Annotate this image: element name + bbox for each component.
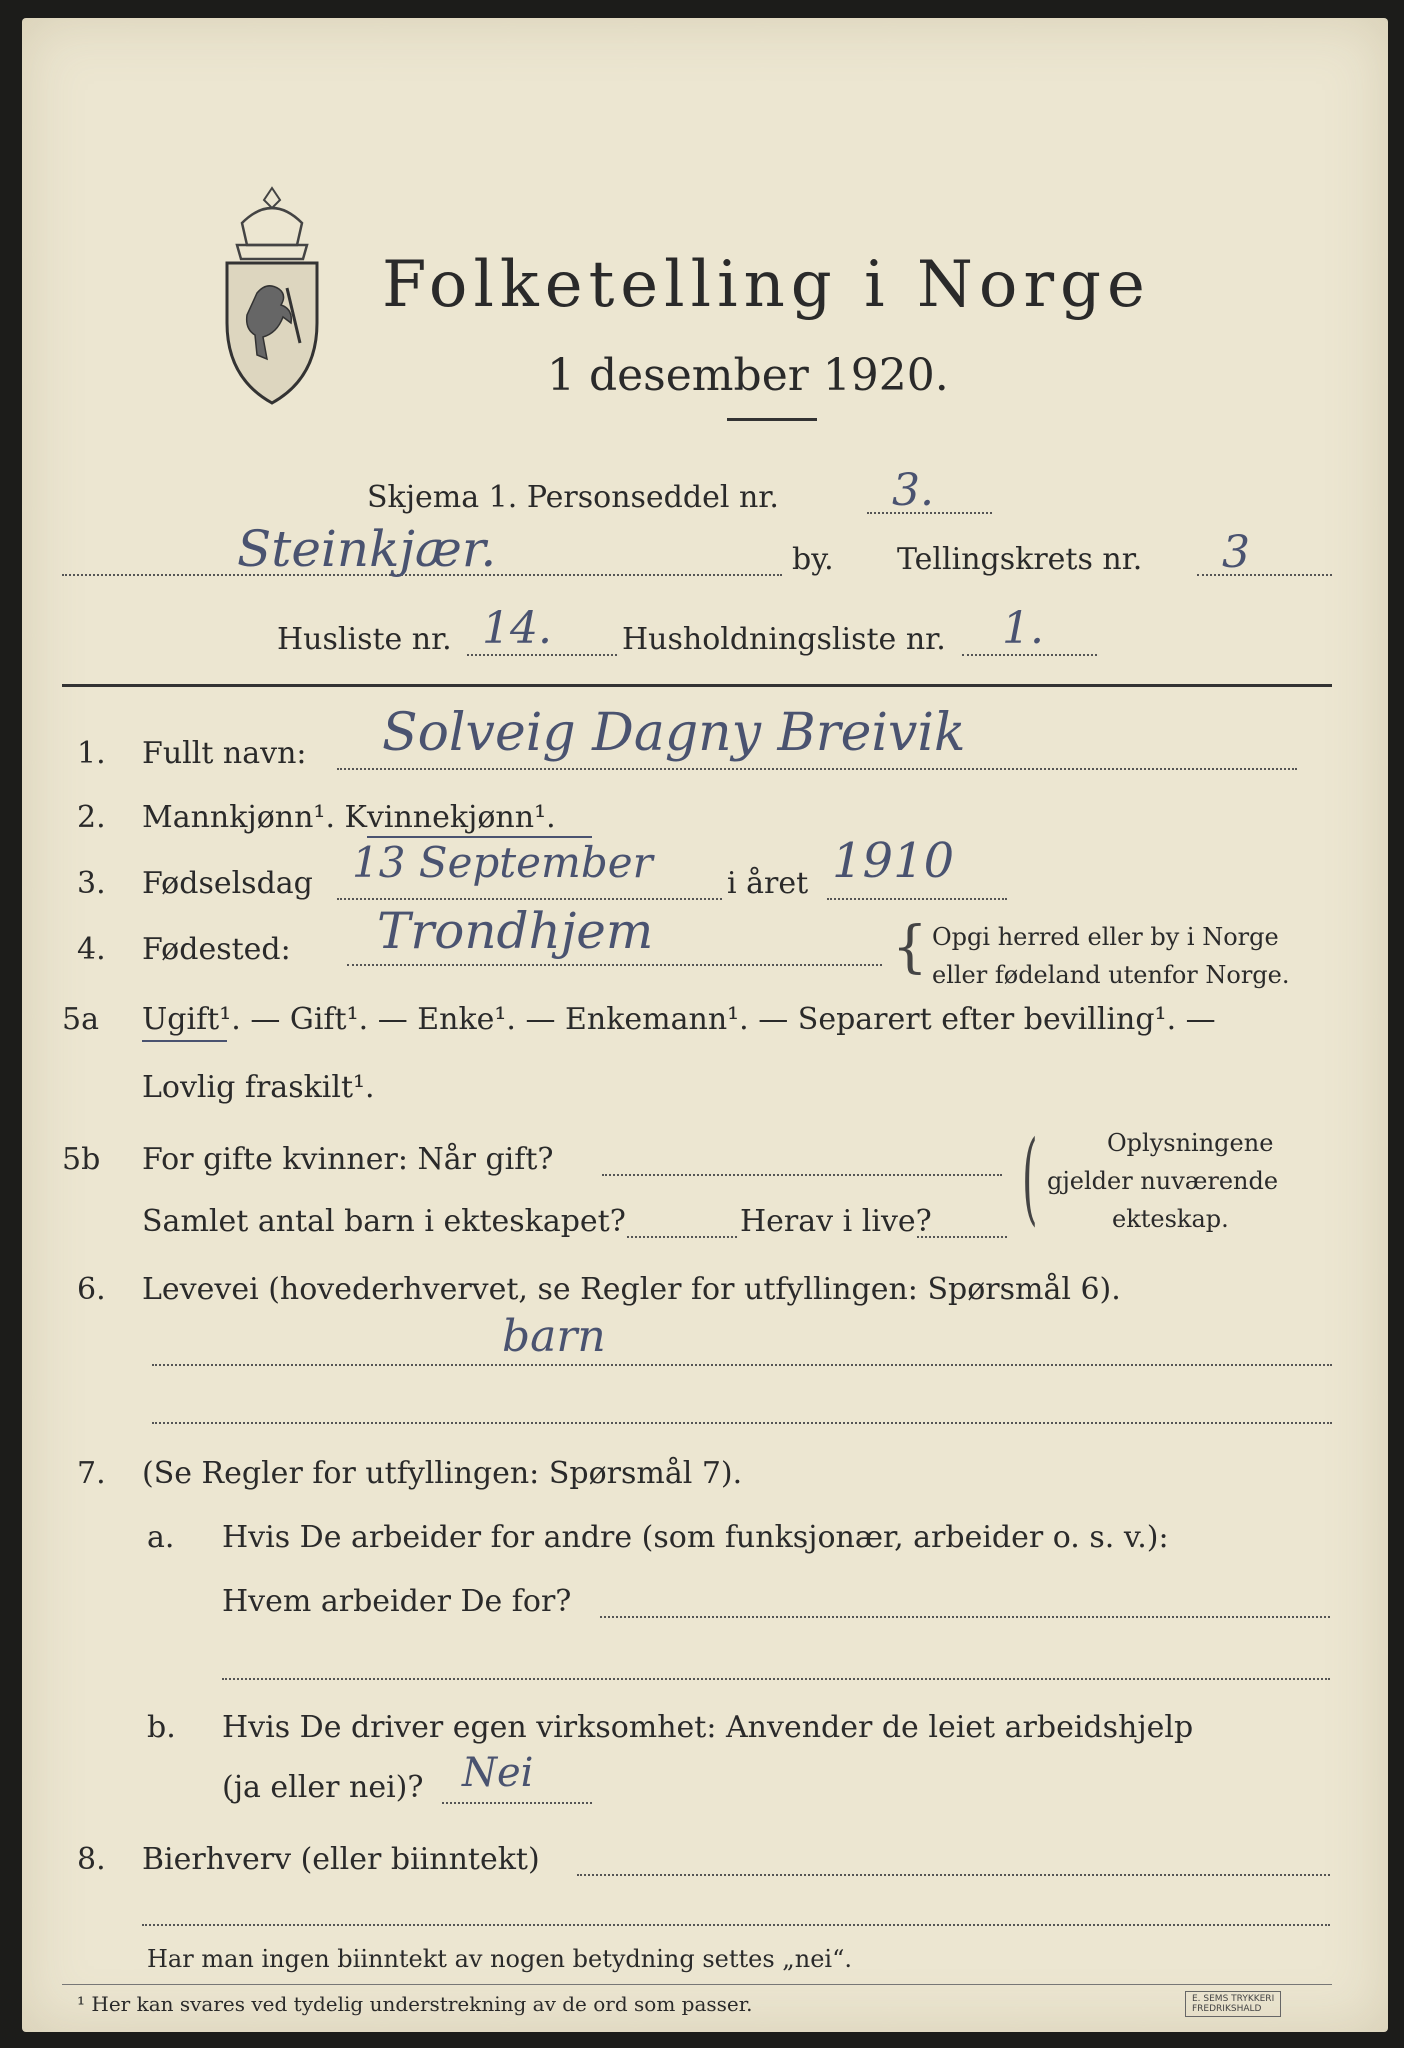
tellingskrets-value[interactable]: 3	[1222, 527, 1250, 578]
q5a-underline-ugift	[142, 1040, 227, 1042]
q7a-line2: Hvem arbeider De for?	[222, 1584, 572, 1619]
q1-answer[interactable]: Solveig Dagny Breivik	[382, 703, 966, 763]
tellingskrets-label: Tellingskrets nr.	[897, 542, 1143, 577]
q3-label: Fødselsdag	[142, 866, 313, 901]
q5a-number: 5a	[62, 1002, 99, 1037]
q4-note-line1: Opgi herred eller by i Norge	[932, 923, 1279, 951]
q4-number: 4.	[77, 932, 106, 967]
q7-label: (Se Regler for utfyllingen: Spørsmål 7).	[142, 1456, 743, 1491]
q4-note-line2: eller fødeland utenfor Norge.	[932, 961, 1290, 989]
husholdning-label: Husholdningsliste nr.	[622, 622, 946, 657]
q5b-line1: For gifte kvinner: Når gift?	[142, 1142, 554, 1177]
husholdning-line	[962, 654, 1097, 656]
q1-number: 1.	[77, 736, 106, 771]
q3-day-line	[337, 898, 722, 900]
husliste-line	[467, 654, 617, 656]
q7a-line1: Hvis De arbeider for andre (som funksjonær, arbeider o. s. v.):	[222, 1520, 1169, 1555]
q3-year-label: i året	[727, 866, 809, 901]
by-label: by.	[792, 542, 834, 577]
husholdning-value[interactable]: 1.	[1002, 603, 1044, 654]
header-rule	[62, 684, 1332, 687]
q3-year-answer[interactable]: 1910	[832, 833, 955, 889]
form-title: Folketelling i Norge	[382, 248, 1151, 322]
q7b-answer-line	[442, 1802, 592, 1804]
town-value[interactable]: Steinkjær.	[237, 520, 497, 578]
q5b-note-line2: gjelder nuværende	[1047, 1167, 1279, 1195]
tellingskrets-line	[1197, 574, 1332, 576]
q7b-line2: (ja eller nei)?	[222, 1770, 424, 1805]
q6-answer[interactable]: barn	[502, 1311, 606, 1362]
q6-label: Levevei (hovederhvervet, se Regler for utfyllingen: Spørsmål 6).	[142, 1272, 1121, 1307]
q4-label: Fødested:	[142, 932, 291, 967]
printer-stamp-line1: E. SEMS TRYKKERI	[1192, 1994, 1275, 2004]
q5b-note-line1: Oplysningene	[1107, 1129, 1274, 1157]
husliste-value[interactable]: 14.	[482, 603, 552, 654]
q5a-line1: Ugift¹. — Gift¹. — Enke¹. — Enkemann¹. — Separert efter bevilling¹. —	[142, 1002, 1216, 1037]
personseddel-value[interactable]: 3.	[892, 465, 934, 516]
q6-line-2	[152, 1422, 1332, 1424]
q8-label: Bierhverv (eller biinntekt)	[142, 1842, 540, 1877]
q8-line-1	[577, 1874, 1330, 1876]
q5b-line2a: Samlet antal barn i ekteskapet?	[142, 1204, 626, 1239]
q1-label: Fullt navn:	[142, 736, 307, 771]
q5b-herav-line	[917, 1236, 1007, 1238]
q8-line-2	[142, 1924, 1330, 1926]
footnote: ¹ Her kan svares ved tydelig understrekning av de ord som passer.	[77, 1992, 753, 2016]
q4-note-bracket: {	[892, 915, 928, 980]
q3-number: 3.	[77, 866, 106, 901]
title-divider	[727, 418, 817, 421]
q5b-line2b: Herav i live?	[740, 1204, 932, 1239]
q3-year-line	[827, 898, 1007, 900]
form-date: 1 desember 1920.	[547, 350, 949, 401]
footer-rule	[62, 1984, 1332, 1985]
q7a-answer-line-2	[222, 1678, 1330, 1680]
q8-number: 8.	[77, 1842, 106, 1877]
q3-day-answer[interactable]: 13 September	[352, 838, 653, 887]
q7-number: 7.	[77, 1456, 106, 1491]
q1-line	[337, 768, 1297, 770]
census-form-sheet	[22, 18, 1388, 2032]
q2-number: 2.	[77, 800, 106, 835]
q5a-line2: Lovlig fraskilt¹.	[142, 1070, 375, 1105]
q7a-letter: a.	[147, 1520, 175, 1555]
printer-stamp-line2: FREDRIKSHALD	[1192, 2004, 1262, 2014]
q2-label: Mannkjønn¹. Kvinnekjønn¹.	[142, 800, 556, 835]
q6-number: 6.	[77, 1272, 106, 1307]
coat-of-arms-icon	[212, 183, 332, 408]
q6-line-1	[152, 1364, 1332, 1366]
q5b-nar-gift-line	[602, 1174, 1002, 1176]
q4-answer[interactable]: Trondhjem	[377, 902, 654, 960]
q5b-note-line3: ekteskap.	[1112, 1205, 1229, 1233]
q7b-answer[interactable]: Nei	[462, 1750, 534, 1796]
husliste-label: Husliste nr.	[277, 622, 452, 657]
q7b-letter: b.	[147, 1710, 176, 1745]
q5b-antal-barn-line	[627, 1236, 737, 1238]
skjema-label: Skjema 1. Personseddel nr.	[367, 480, 779, 515]
printer-stamp	[1185, 1991, 1281, 2017]
footer-note: Har man ingen biinntekt av nogen betydning settes „nei“.	[147, 1945, 852, 1973]
q7a-answer-line-1	[600, 1616, 1330, 1618]
q7b-line1: Hvis De driver egen virksomhet: Anvender de leiet arbeidshjelp	[222, 1710, 1194, 1745]
q5b-number: 5b	[62, 1142, 101, 1177]
q5b-note-bracket: (	[1022, 1119, 1038, 1236]
q4-line	[347, 964, 882, 966]
